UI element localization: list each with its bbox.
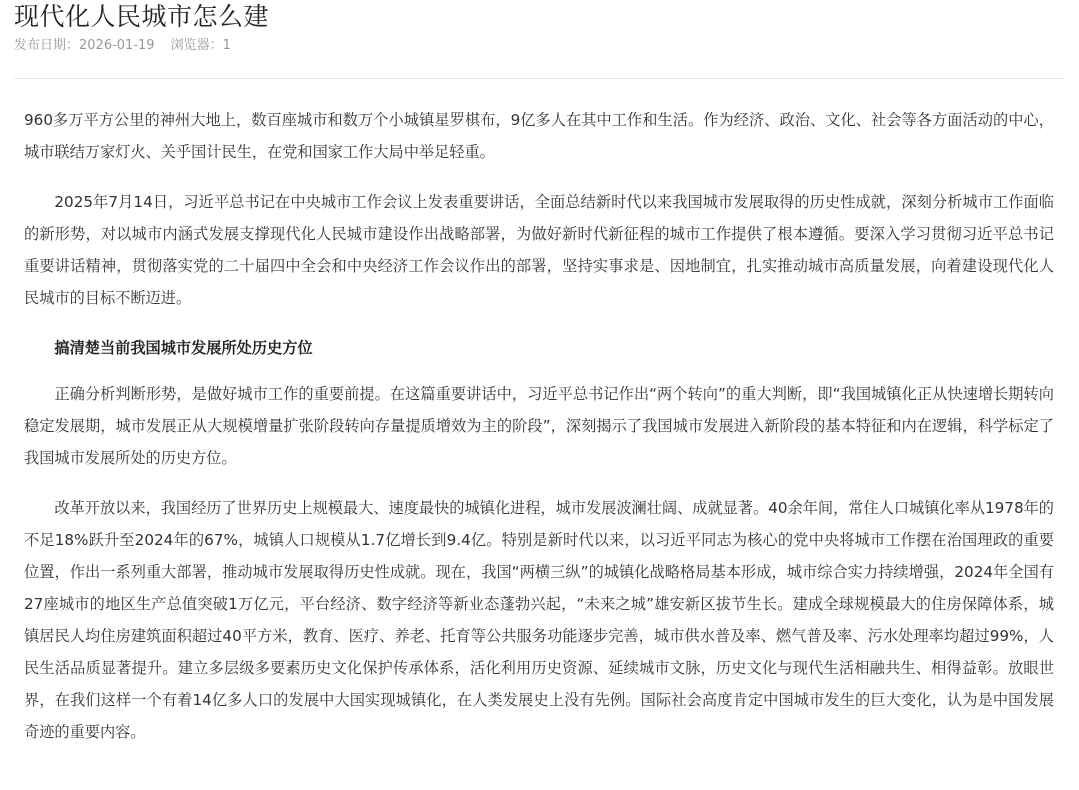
paragraph-achievements: 改革开放以来，我国经历了世界历史上规模最大、速度最快的城镇化进程，城市发展波澜壮阔、成就显著。40余年间，常住人口城镇化率从1978年的不足18%跃升至2024年的67%，城镇人口规模从1.7亿增长到9.4亿。特别是新时代以来，以习近平同志为核心的党中央将城市工作摆在治国理政的重要位置，作出一系列重大部署，推动城市发展取得历史性成就。现在，我国“两横三纵”的城镇化战略格局基本形成，城市综合实力持续增强，2024年全国有27座城市的地区生产总值突破1万亿元，平台经济、数字经济等新业态蓬勃兴起，“未来之城”雄安新区拔节生长。建成全球规模最大的住房保障体系，城镇居民人均住房建筑面积超过40平方米，教育、医疗、养老、托育等公共服务功能逐步完善，城市供水普及率、燃气普及率、污水处理率均超过99%，人民生活品质显著提升。建立多层级多要素历史文化保护传承体系，活化利用历史资源、延续城市文脉，历史文化与现代生活相融共生、相得益彰。放眼世界，在我们这样一个有着14亿多人口的发展中大国实现城镇化，在人类发展史上没有先例。国际社会高度肯定中国城市发生的巨大变化，认为是中国发展奇迹的重要内容。 <box>24 499 1054 741</box>
article-meta <box>14 36 231 56</box>
paragraph-speech: 2025年7月14日，习近平总书记在中央城市工作会议上发表重要讲话，全面总结新时代以来我国城市发展取得的历史性成就，深刻分析城市工作面临的新形势，对以城市内涵式发展支撑现代化人民城市建设作出战略部署，为做好新时代新征程的城市工作提供了根本遵循。要深入学习贯彻习近平总书记重要讲话精神，贯彻落实党的二十届四中全会和中央经济工作会议作出的部署，坚持实事求是、因地制宜，扎实推动城市高质量发展，向着建设现代化人民城市的目标不断迈进。 <box>24 193 1054 307</box>
page-title: 现代化人民城市怎么建 <box>14 2 270 31</box>
views-label: 浏览器： <box>170 38 223 53</box>
publish-date: 2026-01-19 <box>79 38 155 53</box>
publish-date-label: 发布日期： <box>14 38 80 53</box>
paragraph-intro: 960多万平方公里的神州大地上，数百座城市和数万个小城镇星罗棋布，9亿多人在其中工作和生活。作为经济、政治、文化、社会等各方面活动的中心，城市联结万家灯火、关乎国计民生，在党和国家工作大局中举足轻重。 <box>24 111 1054 161</box>
title-divider <box>14 78 1064 79</box>
article-body <box>24 104 1054 766</box>
views-count: 1 <box>222 38 231 53</box>
paragraph-judgment: 正确分析判断形势，是做好城市工作的重要前提。在这篇重要讲话中，习近平总书记作出“两个转向”的重大判断，即“我国城镇化正从快速增长期转向稳定发展期，城市发展正从大规模增量扩张阶段转向存量提质增效为主的阶段”，深刻揭示了我国城市发展进入新阶段的基本特征和内在逻辑，科学标定了我国城市发展所处的历史方位。 <box>24 385 1054 467</box>
section-heading: 搞清楚当前我国城市发展所处历史方位 <box>54 339 313 357</box>
